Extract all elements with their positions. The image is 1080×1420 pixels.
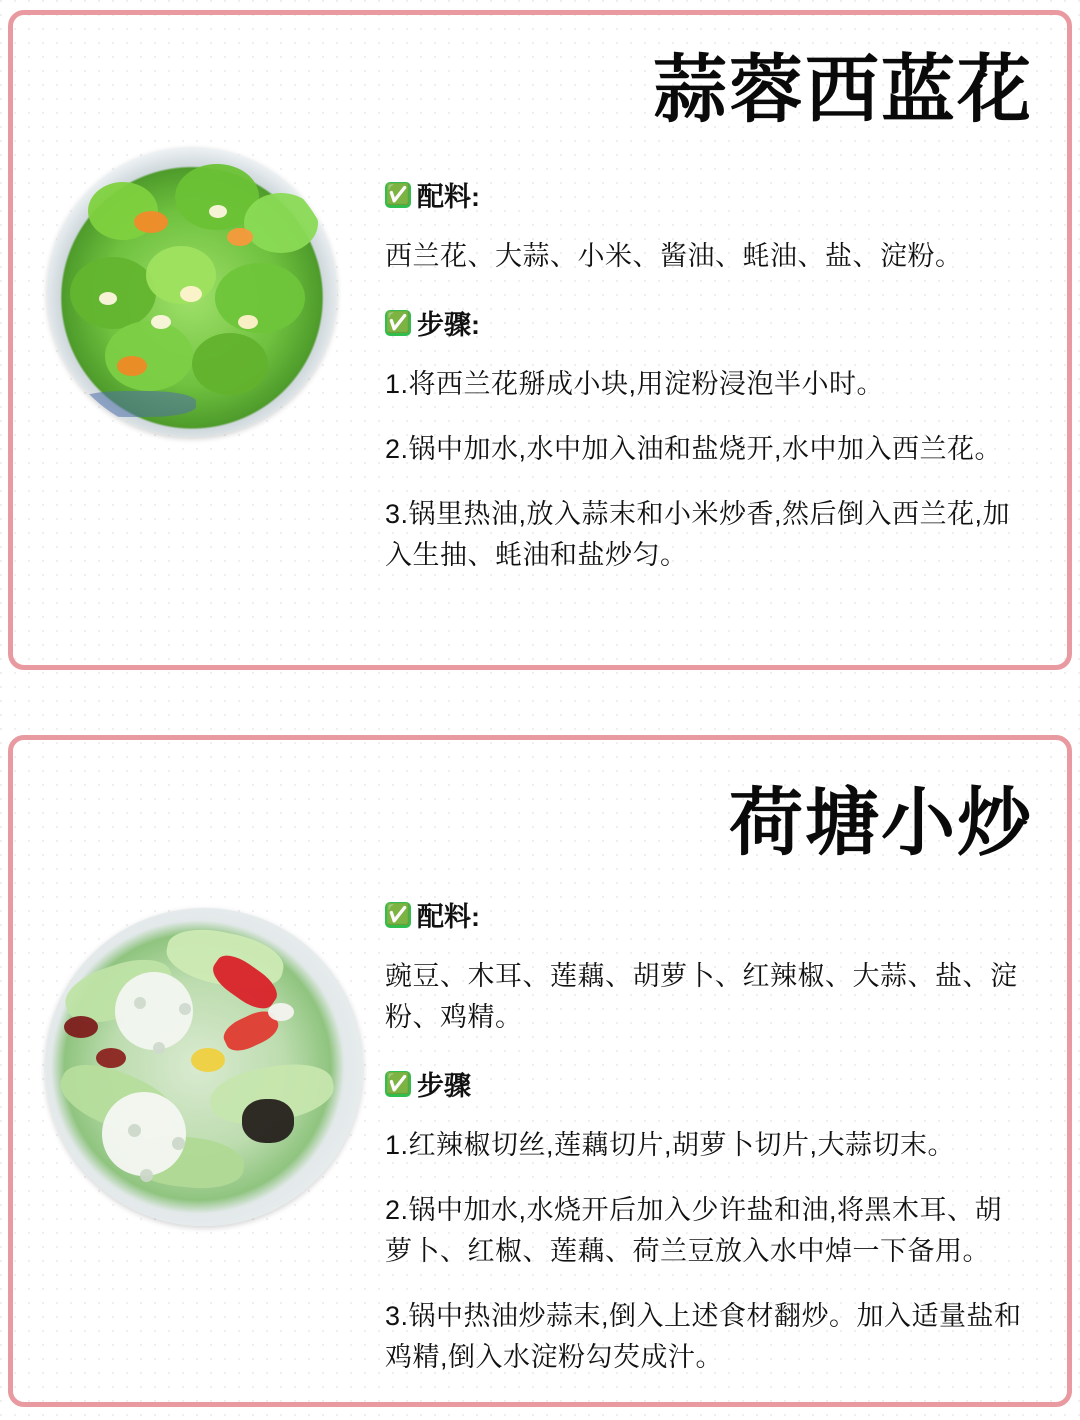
recipe-content — [385, 175, 1027, 576]
recipe-photo — [45, 908, 363, 1226]
check-icon: ✅ — [385, 903, 411, 926]
recipe-card-garlic-broccoli — [8, 10, 1072, 670]
steps-label: 步骤 — [417, 1071, 471, 1102]
step-item: 2.锅中加水,水中加入油和盐烧开,水中加入西兰花。 — [385, 434, 1003, 465]
recipe-photo — [47, 147, 337, 437]
step-item: 1.将西兰花掰成小块,用淀粉浸泡半小时。 — [385, 369, 885, 400]
ingredients-label: 配料: — [417, 182, 480, 212]
step-item: 3.锅里热油,放入蒜末和小米炒香,然后倒入西兰花,加入生抽、蚝油和盐炒匀。 — [385, 499, 1011, 571]
recipe-title: 荷塘小炒 — [729, 780, 1033, 866]
recipe-title: 蒜蓉西蓝花 — [653, 47, 1033, 133]
steps-label: 步骤: — [417, 310, 480, 341]
ingredients-heading — [385, 895, 1029, 934]
check-icon: ✅ — [385, 1072, 411, 1095]
recipe-card-lotus-stirfry — [8, 735, 1072, 1407]
step-item: 3.锅中热油炒蒜末,倒入上述食材翻炒。加入适量盐和鸡精,倒入水淀粉勾芡成汁。 — [385, 1301, 1022, 1373]
ingredients-text: 西兰花、大蒜、小米、酱油、蚝油、盐、淀粉。 — [385, 241, 963, 271]
steps-list — [385, 364, 1027, 576]
step-item: 1.红辣椒切丝,莲藕切片,胡萝卜切片,大蒜切末。 — [385, 1130, 956, 1161]
check-icon: ✅ — [385, 183, 411, 206]
steps-heading — [385, 1064, 1029, 1103]
ingredients-label: 配料: — [417, 902, 480, 932]
recipe-content — [385, 895, 1029, 1378]
steps-heading — [385, 303, 1027, 342]
ingredients-heading — [385, 175, 1027, 214]
ingredients-text: 豌豆、木耳、莲藕、胡萝卜、红辣椒、大蒜、盐、淀粉、鸡精。 — [385, 961, 1018, 1033]
check-icon: ✅ — [385, 311, 411, 334]
step-item: 2.锅中加水,水烧开后加入少许盐和油,将黑木耳、胡萝卜、红椒、莲藕、荷兰豆放入水中焯一下备用。 — [385, 1195, 1003, 1267]
steps-list — [385, 1125, 1029, 1378]
